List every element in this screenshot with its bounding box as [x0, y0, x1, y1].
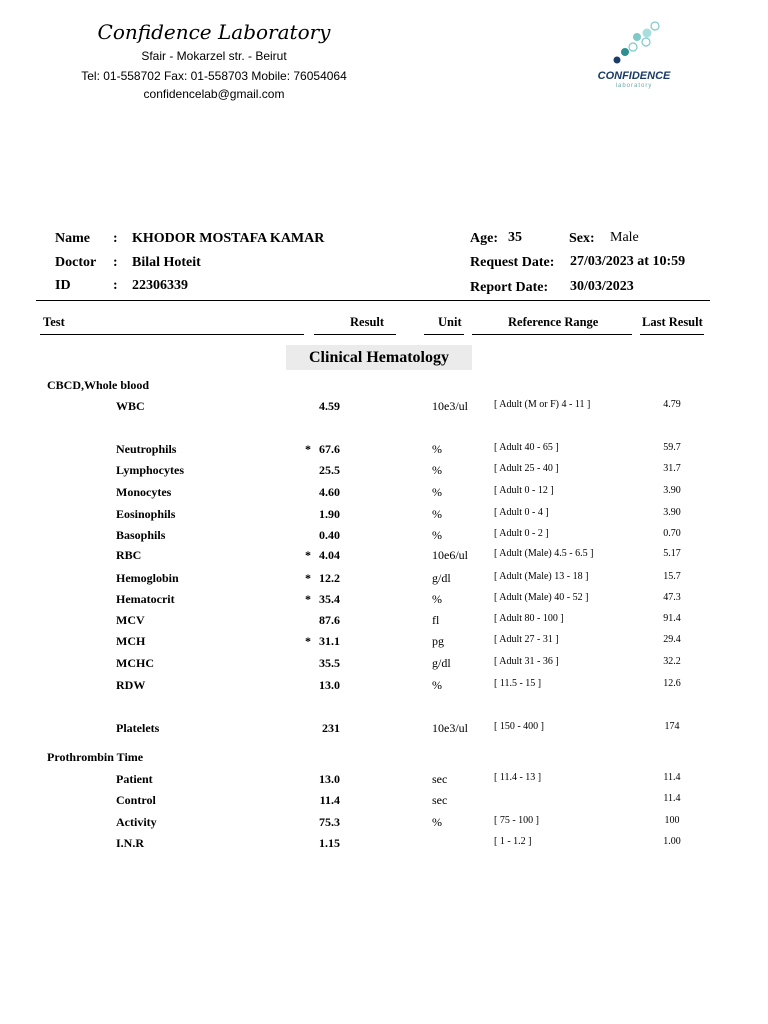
test-result: 1.90: [319, 507, 340, 521]
test-unit: g/dl: [432, 571, 451, 585]
name-label: Name: [55, 231, 90, 246]
test-name: MCV: [116, 613, 145, 627]
test-result: 25.5: [319, 463, 340, 477]
abnormal-flag: *: [305, 592, 311, 606]
doctor-name: Bilal Hoteit: [132, 255, 201, 270]
name-separator: :: [113, 231, 118, 246]
col-rule-unit: [424, 334, 464, 335]
abnormal-flag: *: [305, 571, 311, 585]
test-unit: sec: [432, 772, 448, 786]
test-result: 67.6: [319, 442, 340, 456]
test-unit: %: [432, 815, 442, 829]
test-unit: %: [432, 463, 442, 477]
test-name: Basophils: [116, 528, 166, 542]
last-result: 100: [664, 815, 680, 826]
test-name: RBC: [116, 548, 142, 562]
logo-dot: [629, 43, 637, 51]
reference-range: [ Adult 27 - 31 ]: [494, 634, 559, 645]
test-name: Control: [116, 793, 156, 807]
col-header-reference: Reference Range: [508, 315, 599, 329]
reference-range: [ Adult 25 - 40 ]: [494, 463, 559, 474]
test-name: Lymphocytes: [116, 463, 185, 477]
reference-range: [ Adult (M or F) 4 - 11 ]: [494, 399, 591, 410]
report-date-label: Report Date:: [470, 280, 549, 295]
section-title: Clinical Hematology: [286, 345, 472, 370]
patient-sex: Male: [610, 230, 639, 245]
test-unit: %: [432, 442, 442, 456]
logo-dot: [643, 29, 652, 38]
logo-text: CONFIDENCE: [597, 70, 671, 82]
lab-contact: Tel: 01-558702 Fax: 01-558703 Mobile: 76054064: [81, 69, 347, 83]
id-separator: :: [113, 278, 118, 293]
doctor-separator: :: [113, 255, 118, 270]
test-result: 35.5: [319, 656, 340, 670]
test-name: I.N.R: [116, 836, 145, 850]
logo-dot: [621, 48, 629, 56]
report-date: 30/03/2023: [570, 279, 634, 294]
test-unit: sec: [432, 793, 448, 807]
test-result: 11.4: [319, 793, 340, 807]
last-result: 29.4: [663, 634, 681, 645]
last-result: 91.4: [663, 613, 681, 624]
lab-email: confidencelab@gmail.com: [143, 87, 285, 101]
test-unit: %: [432, 592, 442, 606]
age-label: Age:: [470, 231, 498, 246]
col-rule-test: [40, 334, 304, 335]
test-name: Neutrophils: [116, 442, 177, 456]
test-unit: fl: [432, 613, 440, 627]
reference-range: [ 150 - 400 ]: [494, 721, 544, 732]
last-result: 12.6: [663, 678, 681, 689]
last-result: 0.70: [663, 528, 681, 539]
patient-age: 35: [508, 230, 522, 245]
last-result: 174: [664, 721, 680, 732]
request-date: 27/03/2023 at 10:59: [570, 254, 686, 269]
lab-address: Sfair - Mokarzel str. - Beirut: [141, 49, 287, 63]
test-unit: %: [432, 678, 442, 692]
test-result: 12.2: [319, 571, 340, 585]
test-name: Patient: [116, 772, 153, 786]
col-rule-reference: [472, 334, 632, 335]
lab-name: Confidence Laboratory: [97, 20, 331, 44]
logo-dot: [642, 38, 650, 46]
test-name: Hemoglobin: [116, 571, 179, 585]
logo-subtext: laboratory: [615, 83, 653, 89]
abnormal-flag: *: [305, 442, 311, 456]
test-name: Monocytes: [116, 485, 172, 499]
reference-range: [ 11.5 - 15 ]: [494, 678, 542, 689]
reference-range: [ Adult (Male) 40 - 52 ]: [494, 592, 589, 603]
last-result: 11.4: [663, 772, 681, 783]
abnormal-flag: *: [305, 548, 311, 562]
test-name: MCHC: [116, 656, 154, 670]
reference-range: [ Adult 40 - 65 ]: [494, 442, 559, 453]
reference-range: [ Adult (Male) 13 - 18 ]: [494, 571, 589, 582]
col-rule-result: [314, 334, 396, 335]
test-name: Eosinophils: [116, 507, 176, 521]
id-label: ID: [55, 278, 71, 293]
test-result: 13.0: [319, 772, 340, 786]
test-result: 87.6: [319, 613, 340, 627]
logo-dot: [633, 33, 641, 41]
last-result: 1.00: [663, 836, 681, 847]
last-result: 3.90: [663, 485, 681, 496]
reference-range: [ Adult 0 - 12 ]: [494, 485, 554, 496]
request-date-label: Request Date:: [470, 255, 555, 270]
col-header-test: Test: [43, 315, 65, 329]
reference-range: [ Adult 31 - 36 ]: [494, 656, 559, 667]
logo-dot: [614, 57, 621, 64]
last-result: 47.3: [663, 592, 681, 603]
test-unit: pg: [432, 634, 444, 648]
logo-dot: [651, 22, 659, 30]
test-unit: 10e6/ul: [432, 548, 468, 562]
test-name: Activity: [116, 815, 157, 829]
group-cbcd: CBCD,Whole blood: [47, 378, 150, 392]
col-header-unit: Unit: [438, 315, 462, 329]
col-header-last-result: Last Result: [642, 315, 703, 329]
header-divider: [36, 300, 710, 301]
test-unit: 10e3/ul: [432, 721, 468, 735]
patient-name: KHODOR MOSTAFA KAMAR: [132, 231, 325, 246]
test-result: 4.59: [319, 399, 340, 413]
reference-range: [ 75 - 100 ]: [494, 815, 539, 826]
last-result: 3.90: [663, 507, 681, 518]
test-result: 75.3: [319, 815, 340, 829]
last-result: 59.7: [663, 442, 681, 453]
test-result: 0.40: [319, 528, 340, 542]
lab-logo: [588, 14, 680, 92]
test-unit: %: [432, 507, 442, 521]
abnormal-flag: *: [305, 634, 311, 648]
test-result: 31.1: [319, 634, 340, 648]
last-result: 15.7: [663, 571, 681, 582]
test-name: RDW: [116, 678, 146, 692]
hexagon-logo-icon: [588, 14, 680, 70]
test-unit: 10e3/ul: [432, 399, 468, 413]
reference-range: [ Adult 80 - 100 ]: [494, 613, 564, 624]
sex-label: Sex:: [569, 231, 595, 246]
test-name: WBC: [116, 399, 145, 413]
test-result: 35.4: [319, 592, 340, 606]
reference-range: [ Adult 0 - 2 ]: [494, 528, 549, 539]
col-header-result: Result: [350, 315, 385, 329]
last-result: 5.17: [663, 548, 681, 559]
last-result: 4.79: [663, 399, 681, 410]
reference-range: [ 11.4 - 13 ]: [494, 772, 542, 783]
reference-range: [ Adult (Male) 4.5 - 6.5 ]: [494, 548, 594, 559]
col-rule-last-result: [640, 334, 704, 335]
test-result: 13.0: [319, 678, 340, 692]
last-result: 11.4: [663, 793, 681, 804]
test-name: Hematocrit: [116, 592, 175, 606]
reference-range: [ 1 - 1.2 ]: [494, 836, 532, 847]
last-result: 31.7: [663, 463, 681, 474]
last-result: 32.2: [663, 656, 681, 667]
doctor-label: Doctor: [55, 255, 97, 270]
test-unit: %: [432, 485, 442, 499]
patient-id: 22306339: [132, 278, 188, 293]
test-unit: %: [432, 528, 442, 542]
test-name: MCH: [116, 634, 146, 648]
test-result: 1.15: [319, 836, 340, 850]
group-prothrombin-time: Prothrombin Time: [47, 750, 144, 764]
test-name: Platelets: [116, 721, 160, 735]
test-result: 4.60: [319, 485, 340, 499]
reference-range: [ Adult 0 - 4 ]: [494, 507, 549, 518]
test-result: 4.04: [319, 548, 340, 562]
test-result: 231: [322, 721, 340, 735]
test-unit: g/dl: [432, 656, 451, 670]
